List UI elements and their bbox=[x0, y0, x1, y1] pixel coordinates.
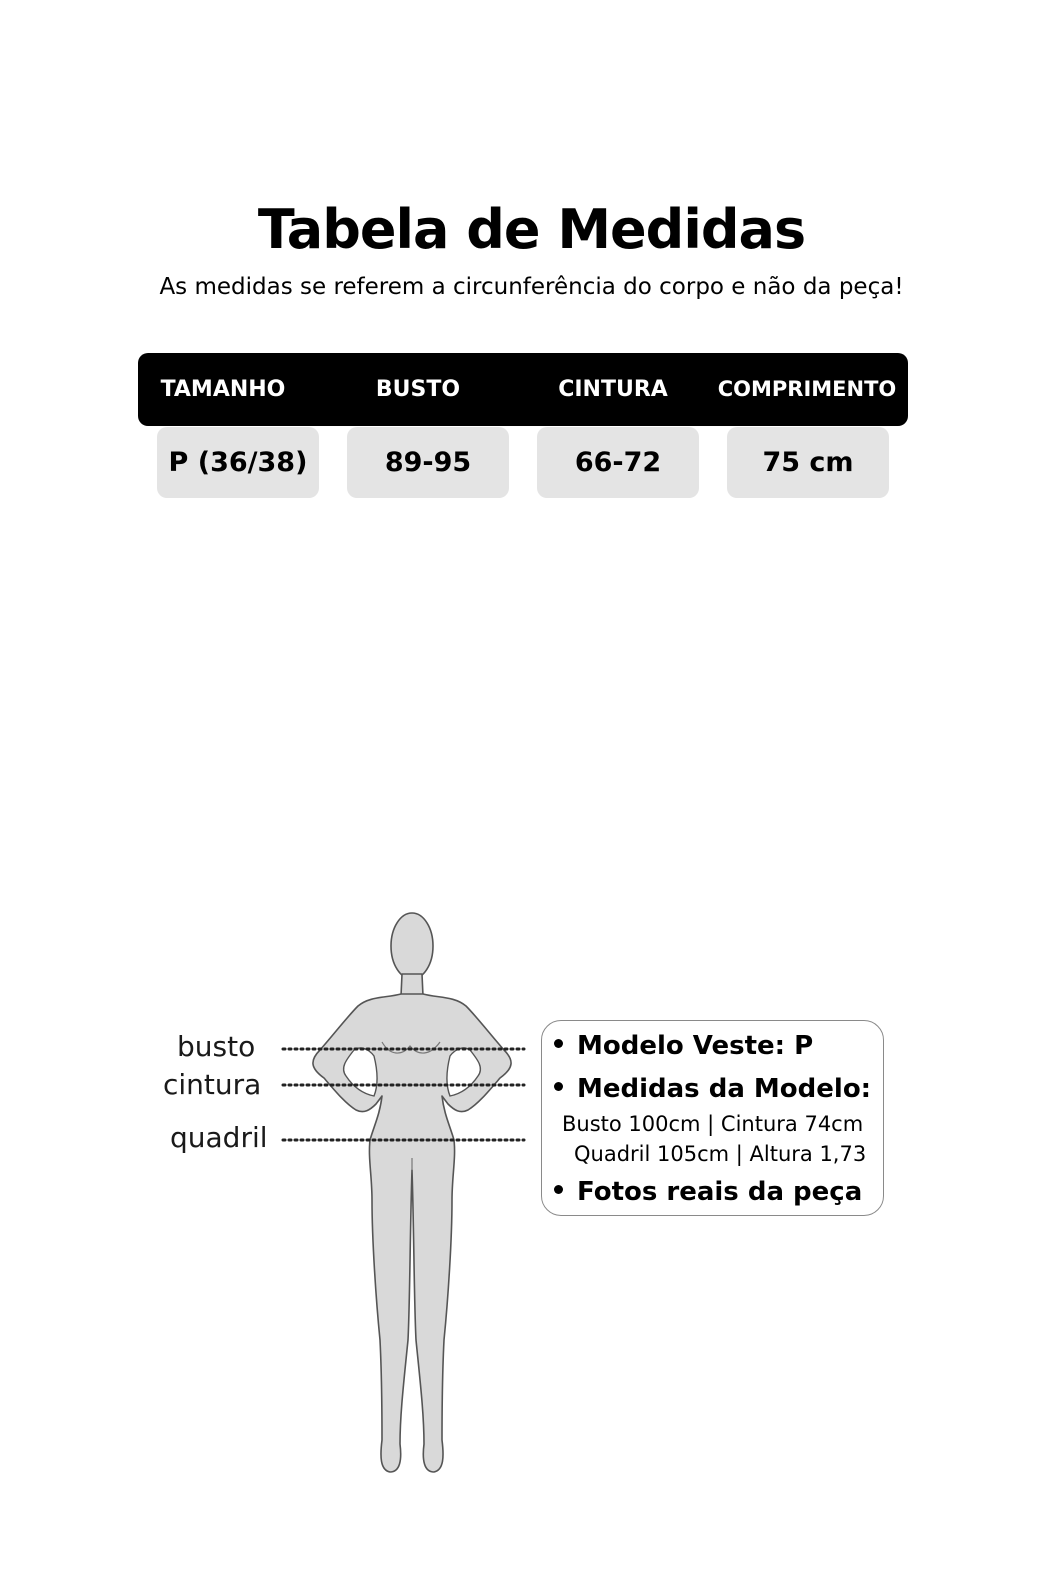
bullet-icon bbox=[554, 1082, 563, 1091]
column-header-bust: BUSTO bbox=[375, 377, 461, 402]
body-silhouette-figure bbox=[150, 900, 550, 1490]
bust-label: busto bbox=[177, 1030, 256, 1063]
size-table-header bbox=[138, 353, 908, 426]
page-title: Tabela de Medidas bbox=[257, 198, 806, 261]
column-header-size: TAMANHO bbox=[160, 377, 286, 402]
model-info-box bbox=[541, 1020, 884, 1216]
model-measures-item bbox=[554, 1076, 871, 1102]
model-measures-title: Medidas da Modelo: bbox=[577, 1074, 872, 1104]
table-cell-length: 75 cm bbox=[727, 427, 889, 498]
table-cell-bust: 89-95 bbox=[347, 427, 509, 498]
model-wears-text: Modelo Veste: P bbox=[577, 1031, 814, 1061]
real-photos-item bbox=[554, 1179, 862, 1205]
bullet-icon bbox=[554, 1039, 563, 1048]
column-header-length: COMPRIMENTO bbox=[717, 377, 897, 401]
real-photos-text: Fotos reais da peça bbox=[577, 1177, 863, 1207]
model-measures-line-2: Quadril 105cm | Altura 1,73 bbox=[574, 1142, 867, 1166]
column-header-waist: CINTURA bbox=[558, 377, 668, 402]
page-subtitle: As medidas se referem a circunferência do corpo e não da peça! bbox=[159, 274, 904, 300]
figure-torso bbox=[313, 994, 511, 1472]
bullet-icon bbox=[554, 1185, 563, 1194]
model-wears-item bbox=[554, 1033, 813, 1059]
table-cell-size: P (36/38) bbox=[157, 427, 319, 498]
model-measures-line-1: Busto 100cm | Cintura 74cm bbox=[562, 1112, 864, 1136]
table-cell-waist: 66-72 bbox=[537, 427, 699, 498]
hip-label: quadril bbox=[170, 1121, 268, 1154]
figure-neck bbox=[401, 974, 423, 996]
waist-label: cintura bbox=[163, 1068, 262, 1101]
figure-head bbox=[391, 913, 433, 979]
